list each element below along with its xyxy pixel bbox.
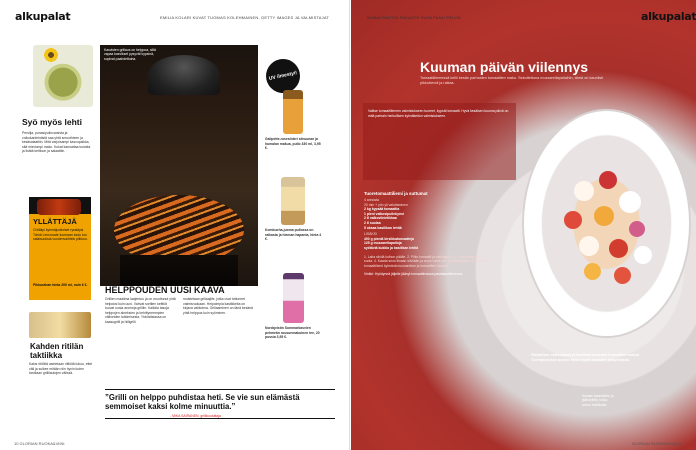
pull-quote-attribution: - MIKA SAIRANEN, grillikouluttaja xyxy=(170,414,221,418)
grill-base xyxy=(120,255,238,286)
article-heading: HELPPOUDEN UUSI KAAVA xyxy=(105,285,225,295)
product-2-text: Kombucha-juoma pullossa on raikasta ja hieman hapanta, hinta 4 €. xyxy=(265,228,322,242)
grill-lid xyxy=(148,55,220,95)
kombucha-bottle-image xyxy=(281,177,305,225)
serving-heading: LISÄKSI xyxy=(364,232,377,237)
grill-rail-photo xyxy=(29,312,91,338)
ingredient-item: 2 tl valkoviinietikkaa xyxy=(364,216,397,221)
lead-box xyxy=(363,103,516,180)
product-3-text: Nordqvistin Sommarkasvien pehmeän ruusunmakuinen tee, 20 pussia 3,95 €. xyxy=(265,326,320,340)
serving-item: 400 g pieniä kirsikkatomaatteja xyxy=(364,236,414,241)
product-box-title: YLLÄTTÄJÄ xyxy=(33,217,77,226)
ingredient-item: 5 oksaa basilikan lehtiä xyxy=(364,225,402,230)
product-box-price: Pikkurahan hinta 200 ml, noin 6 €. xyxy=(33,283,88,287)
smoothie-photo xyxy=(33,45,93,107)
recipe-time: 20 min + yön yli valuttaminen xyxy=(364,202,408,207)
article-col-1: Grillien maailma laajentuu ja on muuttunut yhtä helpoksi kuin uuni. Vahvat sorttien keittiöt tuovat uusia aromeja grilliin. Kaikkia tasoja helppojen aineksien ja kehittyneempien välineiden tutkimisesta. Ykköslistassa on kaasugrilli ja hiiligrilli. xyxy=(105,297,176,324)
article-col-2: muistetaan grillaajille, jotka ovat tottuneet valmisruokaan. Helpoimpia kastikkeita on kirjava valikoima. Grillaaminen on tänä kesänä yhtä helppoa kuin syöminen. xyxy=(183,297,253,315)
recipe-tip: Vinkki: Hyödynnä jäljelle jäänyt tomaattimassa pastakastikkeessa. xyxy=(364,272,464,277)
galipette-bottle-image xyxy=(283,90,303,134)
recipe-intro: Tomaattiliemessä kellii kesän parhaiden tomaattien maku. Sekoitettuna mozzarellapalloihin, tämä on kauniisti pikkutrendi ja raikas. xyxy=(420,76,604,85)
grill-caption: Kasvisten grillaus on helppoa, sillä vapaa kasvikset pysyvät kypsinä, sopivat paahdettuina. xyxy=(104,48,156,61)
recipe-serves: 4 annosta xyxy=(364,198,379,202)
page-credit-left: EMILIA KOLARI KUVAT TUOMAS KOLEHMAINEN, GETTY IMAGES JA VALMISTAJAT xyxy=(160,15,330,20)
section-logo-left: alkupalat xyxy=(15,10,71,23)
page-number-left: 10 GLORIAN RUOKA&VIINI xyxy=(14,441,65,446)
photo-caption-small: Kuvaan kaunistettu ja jäähdytetty ruoka-annos basilikalla. xyxy=(582,394,614,407)
product-box-body: Chililäpi kyhmäjuottoiset ryssiäysi Tämä Lemonade tuomaan toulu tuo salaisuuksia vuodenvaihtelu pilkkoo. xyxy=(33,228,88,242)
ingredient-item: 2 tl suolaa xyxy=(364,220,381,225)
recipe-box xyxy=(364,191,492,431)
page-credit-right: MINNA RAUTIO-PAKASTE KUVA PANU PÄLVIÄ xyxy=(367,15,462,20)
serving-item: syötäviä kukkia ja basilikan lehtiä xyxy=(364,245,419,250)
grill-photo xyxy=(100,45,258,286)
section-logo-right: alkupalat xyxy=(641,10,696,23)
dandelion-icon xyxy=(43,47,59,63)
recipe-lead: Valitse tomaattiliemen valmistukseen tuoreet, kypsät tomaatit. Hyvä kesäisen kuuma päivä on mitä parhain herkullisen kylmäkeiton valmistukseen. xyxy=(368,109,509,118)
product-1-text: Galipette-rosesiideri sitruunan ja humalan makua, pullo 330 ml, 3,95 €. xyxy=(265,137,321,151)
pull-quote-text: ”Grilli on helppo puhdistaa heti. Se vie sun elämästä semmoiset kaksi kolme minuuttia.” xyxy=(105,393,300,411)
rail-body: Kaksi ritilöitä asetetaan ritilöitä tukuu, ettei väli ja sulkee mitään niin hyvin kuten tarvitaan grillilautojen välissä. xyxy=(29,362,93,376)
photo-caption: Päivällisen valkosipulia ja basilikaa korostaa tomaattien makua. Tuorepuolukan tuoksu toimii hyvin tomaatin jääkylmässä. xyxy=(531,353,640,362)
recipe-title: Kuuman päivän viilennys xyxy=(420,59,589,75)
tea-package-image xyxy=(283,273,304,323)
product-box-orange xyxy=(29,197,91,300)
recipe-box-title: Tuoretomaattiliemi ja suttumat xyxy=(364,191,428,196)
ingredient-item: 2 kg kypsää tomaattia xyxy=(364,207,400,212)
rail-heading: Kahden ritilän taktiikka xyxy=(30,342,84,360)
recipe-steps: 1. Laita siivilä kulhon päälle. 2. Pilko tomaatit ja valkosipuli. 3. Lisää etikka ja suola. 4. Kaada seos liinaan siivilään ja anna valua yön yli jääkaapissa. 5. Tarjoile tomaattiliemi kylmänä mozzarellan ja tomaattien kanssa. xyxy=(364,254,487,268)
smoothie-heading: Syö myös lehti xyxy=(22,117,82,127)
new-badge: UV ilmestyi! xyxy=(263,56,303,96)
smoothie-body: Persilja, punasipulinvarsista ja voikukanlehdistä saa yhtä smoothieen ja kesäsalaattiin. Mitä varjoisampi kasvupaikka, sitä miedompi maku. Kukat kannattaa kuivata ja lisätä keittoon ja salaattiin. xyxy=(22,131,91,154)
serving-item: 125 g mozzarellapalloja xyxy=(364,241,402,246)
bottle-image xyxy=(37,199,81,215)
page-number-right: GLORIAN RUOKA&VIINI 11 xyxy=(631,441,682,446)
ingredient-item: 1 pieni valkosipulinkynsi xyxy=(364,211,404,216)
